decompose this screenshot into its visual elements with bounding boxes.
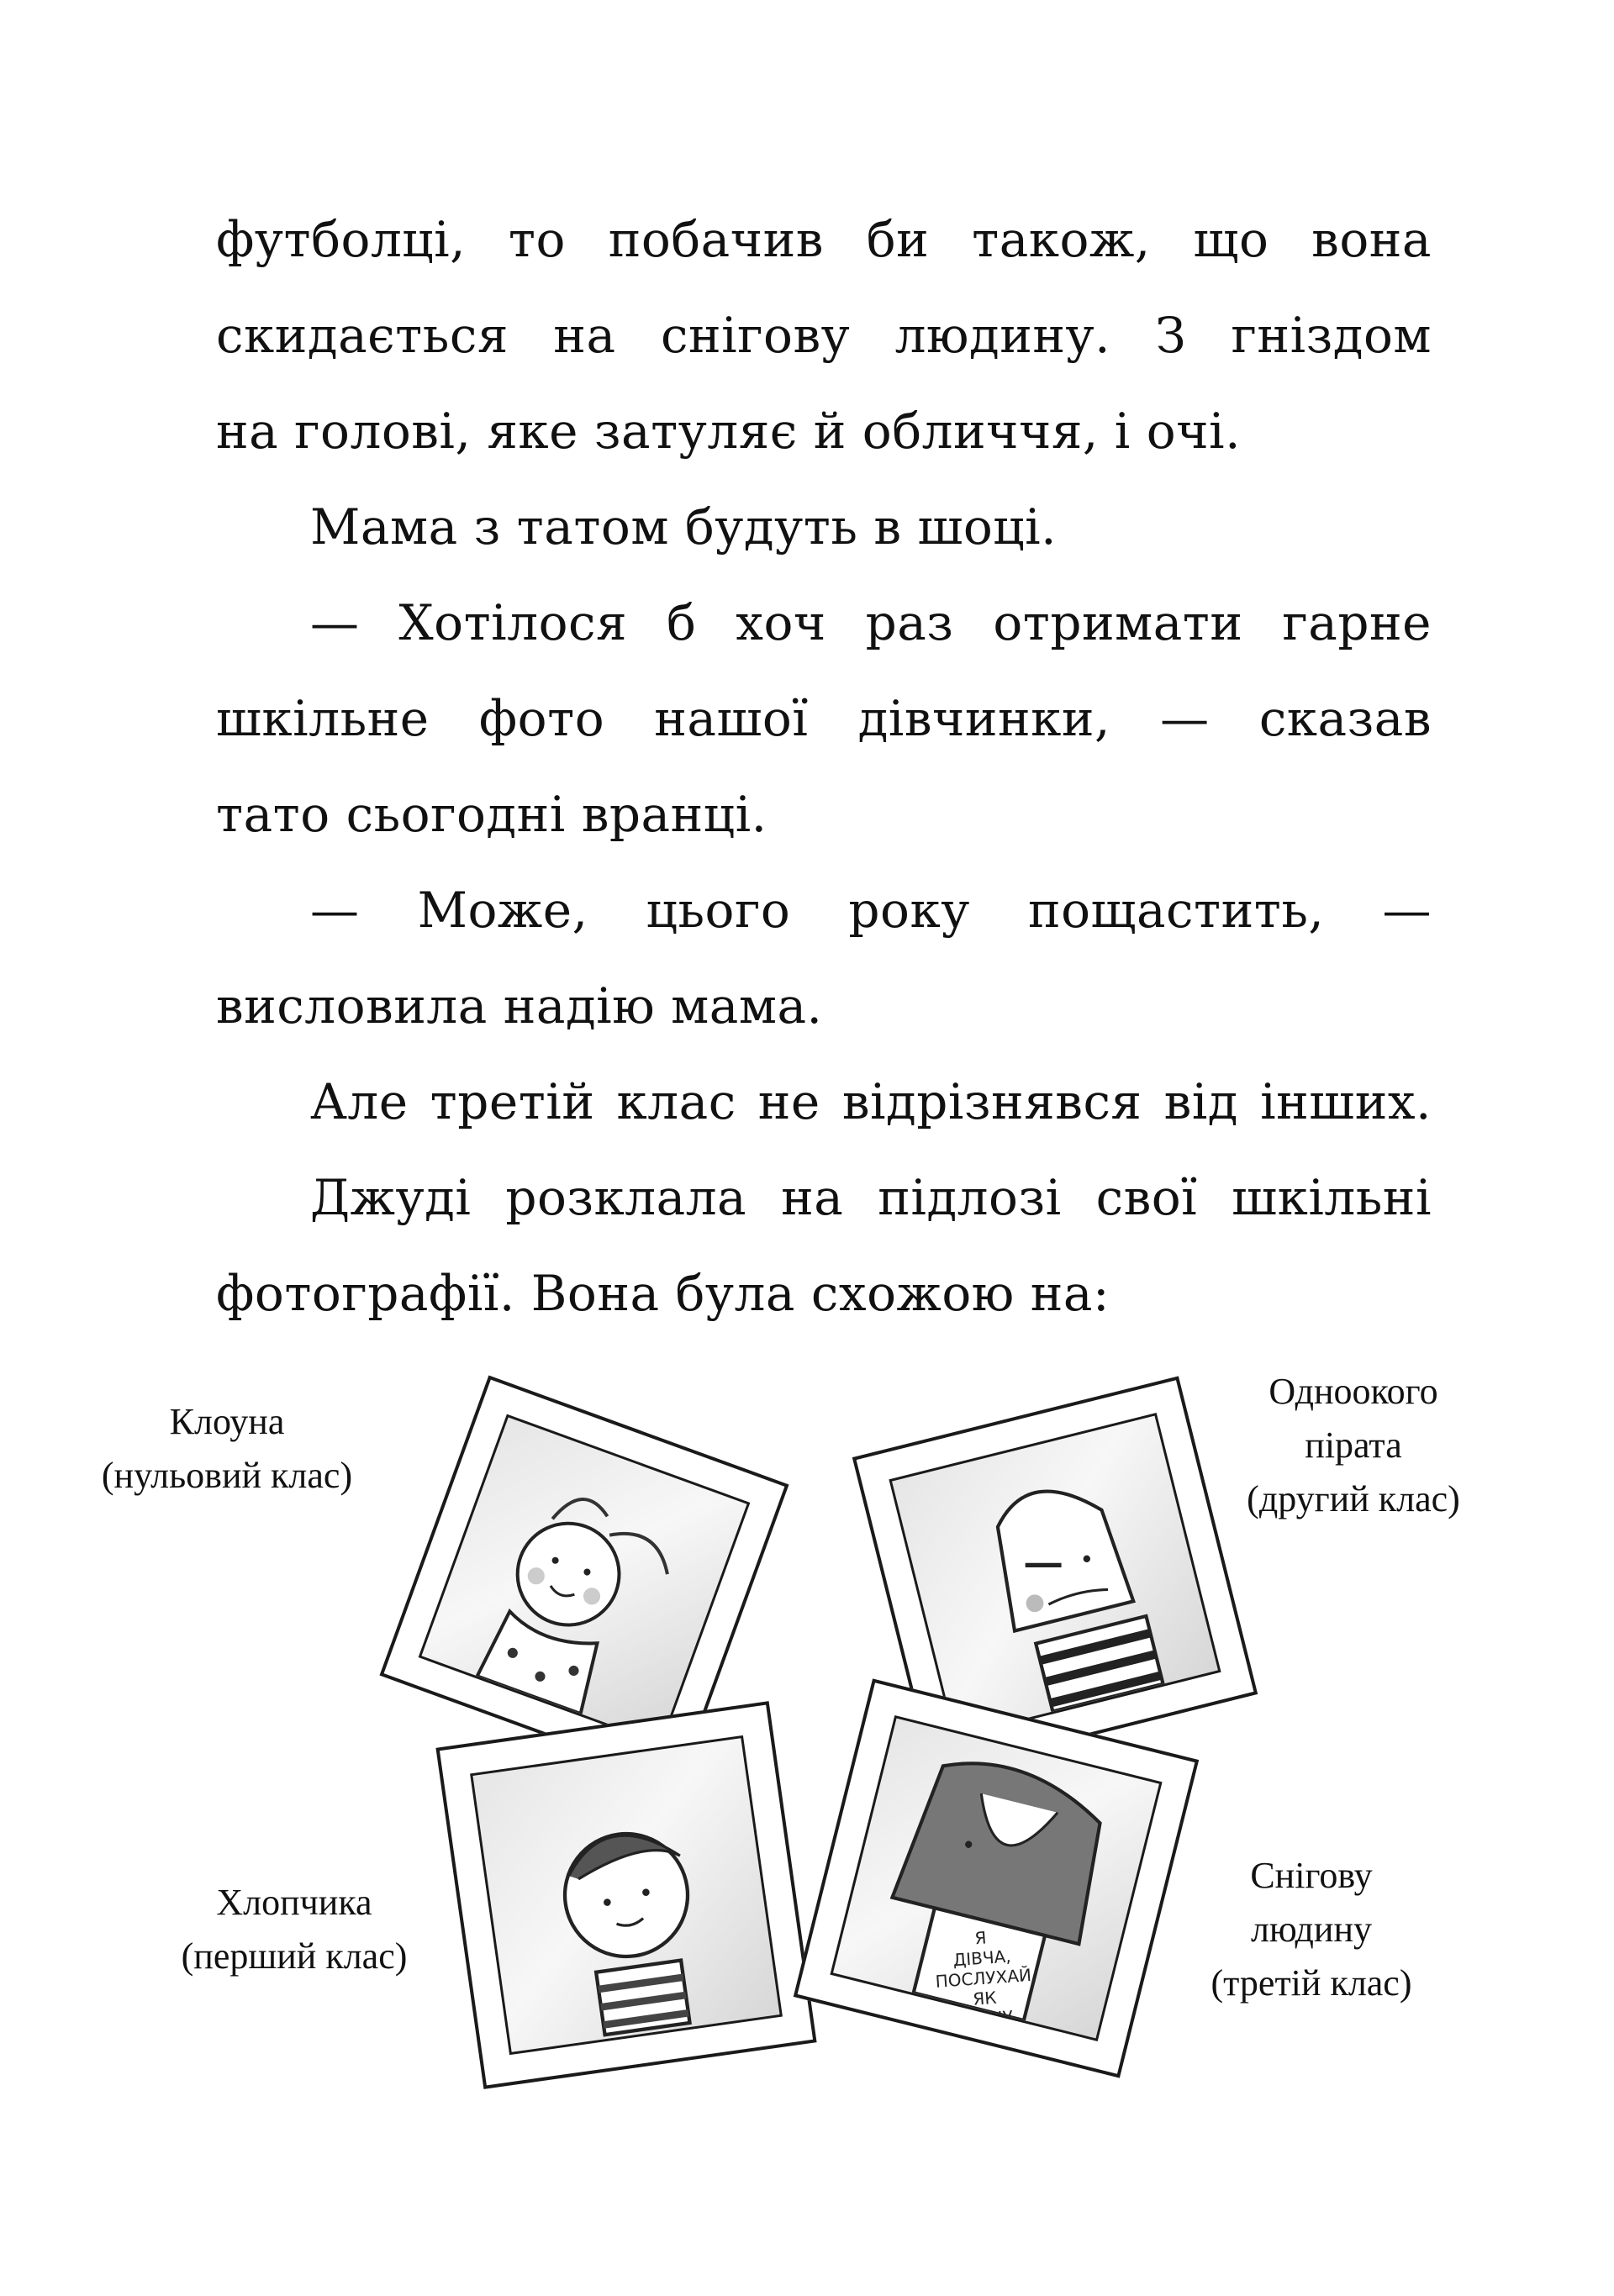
text-line: скидається на снігову людину. З гніздом [216, 307, 1432, 364]
text-line: на голові, яке затуляє й обличчя, і очі. [216, 403, 1242, 460]
text-line: Мама з татом будуть в шоці. [310, 498, 1058, 556]
text-line: висловила надію мама. [216, 977, 823, 1035]
text-line: шкільне фото нашої дівчинки, — сказав [216, 690, 1432, 747]
pirate-drawing-icon [892, 1416, 1218, 1736]
label-line: пірата [1305, 1424, 1402, 1466]
label-line: Снігову [1250, 1855, 1373, 1896]
text-line: — Може, цього року пощастить, — [310, 882, 1432, 939]
label-line: (другий клас) [1247, 1478, 1460, 1519]
shirt-line: Я [973, 1927, 988, 1949]
label-snow [1152, 1849, 1471, 2010]
photo-snow [794, 1678, 1199, 2077]
shirt-line: ГАРЧУ [958, 2006, 1014, 2030]
label-boy [134, 1876, 454, 1983]
label-line: Хлопчика [216, 1882, 372, 1923]
clown-drawing-icon [421, 1417, 746, 1742]
photo-boy-image [470, 1735, 783, 2055]
label-line: Одноокого [1269, 1371, 1438, 1412]
text-line: футболці, то побачив би також, що вона [216, 211, 1432, 268]
label-clown [50, 1395, 404, 1503]
shirt-text [926, 1924, 1042, 2032]
text-line: тато сьогодні вранці. [216, 786, 767, 843]
label-pirate [1194, 1365, 1513, 1526]
label-line: (третій клас) [1210, 1962, 1412, 2004]
shirt-line: ЯК [972, 1987, 998, 2009]
text-line: Джуді розклала на підлозі свої шкільні [310, 1169, 1432, 1226]
shirt-line: ДІВЧА, [952, 1946, 1012, 1971]
label-line: людину [1250, 1909, 1373, 1950]
label-line: (перший клас) [181, 1935, 408, 1977]
text-line: фотографії. Вона була схожою на: [216, 1265, 1110, 1322]
photo-snow-image [830, 1715, 1162, 2041]
label-line: Клоуна [169, 1401, 285, 1442]
label-line: (нульовий клас) [101, 1455, 353, 1496]
text-line: Але третій клас не відрізнявся від інших. [310, 1073, 1432, 1130]
body-text [216, 192, 1432, 1341]
photo-pirate-image [889, 1413, 1221, 1739]
shirt-line: ПОСЛУХАЙ [934, 1964, 1032, 1992]
text-line: — Хотілося б хоч раз отримати гарне [310, 594, 1432, 651]
boy-drawing-icon [472, 1738, 779, 2052]
photo-clown-image [419, 1414, 751, 1746]
photo-boy [435, 1701, 816, 2089]
